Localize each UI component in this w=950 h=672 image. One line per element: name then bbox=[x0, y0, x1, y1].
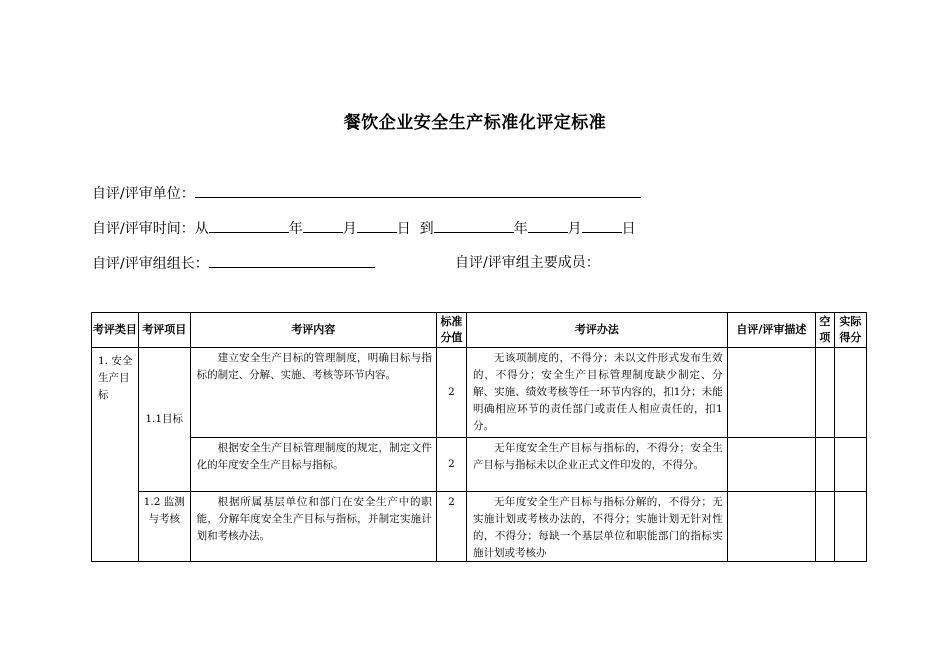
start-month-blank[interactable] bbox=[303, 217, 343, 233]
month-label-2: 月 bbox=[567, 221, 582, 237]
header-item: 考评项目 bbox=[138, 313, 190, 348]
time-field bbox=[92, 217, 636, 238]
header-content: 考评内容 bbox=[190, 313, 436, 348]
actual-score-cell[interactable] bbox=[834, 492, 866, 562]
table-header-row bbox=[92, 313, 867, 348]
members-label: 自评/评审组主要成员： bbox=[455, 255, 600, 271]
score-cell: 2 bbox=[436, 492, 466, 562]
item-cell: 1.1目标 bbox=[138, 348, 190, 492]
actual-score-cell[interactable] bbox=[834, 438, 866, 492]
empty-cell[interactable] bbox=[816, 348, 835, 438]
actual-score-cell[interactable] bbox=[834, 348, 866, 438]
method-text: 无年度安全生产目标与指标分解的，不得分；无实施计划或考核办法的，不得分；实施计划无针对性的，不得分；每缺一个基层单位和职能部门的指标实施计划或考核办 bbox=[473, 496, 723, 559]
day-label-2: 日 bbox=[621, 221, 636, 237]
unit-field bbox=[92, 182, 641, 203]
table-row bbox=[92, 348, 867, 438]
start-day-blank[interactable] bbox=[357, 217, 397, 233]
year-label: 年 bbox=[288, 221, 303, 237]
category-cell: 1. 安全生产目标 bbox=[92, 348, 139, 562]
header-method: 考评办法 bbox=[467, 313, 728, 348]
evaluation-table bbox=[91, 312, 867, 562]
score-cell: 2 bbox=[436, 438, 466, 492]
header-empty: 空项 bbox=[816, 313, 835, 348]
leader-field bbox=[92, 252, 375, 273]
end-year-blank[interactable] bbox=[434, 217, 514, 233]
method-cell bbox=[467, 492, 728, 562]
header-category: 考评类目 bbox=[92, 313, 139, 348]
method-cell: 无该项制度的，不得分；未以文件形式发布生效的，不得分；安全生产目标管理制度缺少制定、分解、实施、绩效考核等任一环节内容的，扣1分；未能明确相应环节的责任部门或责任人相应责任的，扣1分。 bbox=[467, 348, 728, 438]
start-year-blank[interactable] bbox=[209, 217, 289, 233]
description-cell[interactable] bbox=[727, 438, 815, 492]
year-label-2: 年 bbox=[513, 221, 528, 237]
month-label: 月 bbox=[342, 221, 357, 237]
content-cell: 根据所属基层单位和部门在安全生产中的职能，分解年度安全生产目标与指标，并制定实施计划和考核办法。 bbox=[190, 492, 436, 562]
empty-cell[interactable] bbox=[816, 438, 835, 492]
table-row bbox=[92, 438, 867, 492]
table-row bbox=[92, 492, 867, 562]
header-description: 自评/评审描述 bbox=[727, 313, 815, 348]
content-cell: 根据安全生产目标管理制度的规定，制定文件化的年度安全生产目标与指标。 bbox=[190, 438, 436, 492]
method-cell: 无年度安全生产目标与指标的，不得分；安全生产目标与指标未以企业正式文件印发的，不得分。 bbox=[467, 438, 728, 492]
document-title: 餐饮企业安全生产标准化评定标准 bbox=[343, 113, 607, 133]
end-month-blank[interactable] bbox=[528, 217, 568, 233]
header-score: 标准分值 bbox=[436, 313, 466, 348]
item-cell: 1.2 监测与考核 bbox=[138, 492, 190, 562]
unit-label: 自评/评审单位： bbox=[92, 186, 195, 202]
header-actual: 实际得分 bbox=[834, 313, 866, 348]
to-label: 到 bbox=[419, 221, 434, 237]
leader-blank[interactable] bbox=[209, 252, 375, 268]
description-cell[interactable] bbox=[727, 348, 815, 438]
content-cell: 建立安全生产目标的管理制度，明确目标与指标的制定、分解、实施、考核等环节内容。 bbox=[190, 348, 436, 438]
unit-blank[interactable] bbox=[195, 182, 641, 198]
empty-cell[interactable] bbox=[816, 492, 835, 562]
leader-label: 自评/评审组组长： bbox=[92, 256, 209, 272]
time-label: 自评/评审时间：从 bbox=[92, 221, 209, 237]
score-cell: 2 bbox=[436, 348, 466, 438]
description-cell[interactable] bbox=[727, 492, 815, 562]
day-label: 日 bbox=[396, 221, 411, 237]
end-day-blank[interactable] bbox=[582, 217, 622, 233]
